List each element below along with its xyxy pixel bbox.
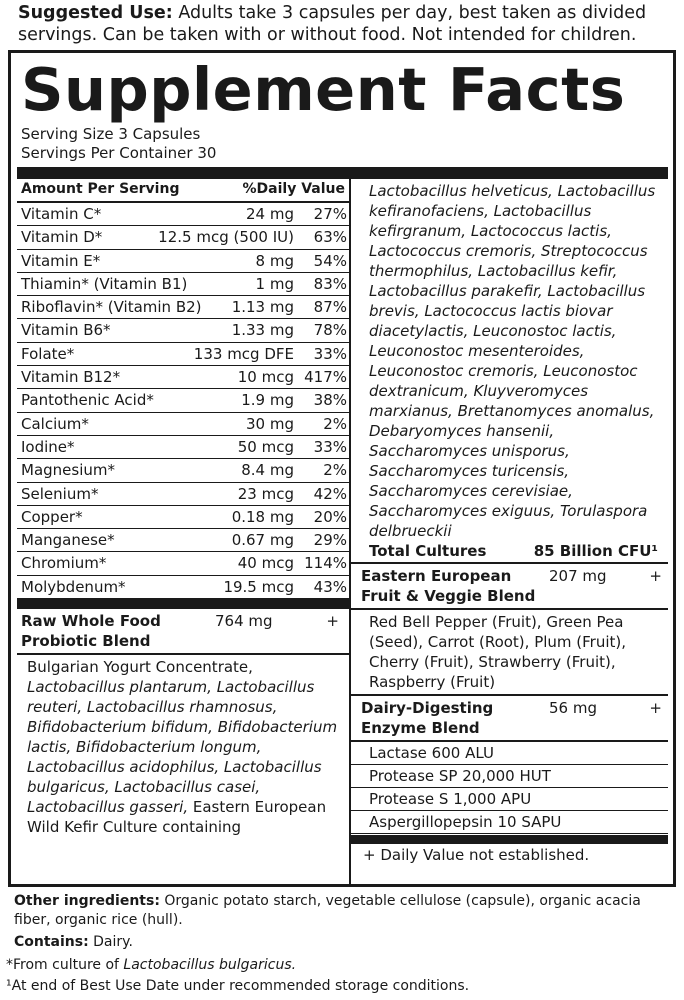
nutrient-amount: 10 mcg (237, 368, 294, 387)
probiotic-blend-name-1: Raw Whole Food (21, 612, 161, 631)
panel-title: Supplement Facts (21, 55, 626, 124)
nutrient-row (17, 203, 349, 226)
nutrient-name: Molybdenum* (21, 577, 126, 596)
total-cultures-row (351, 541, 668, 562)
enzyme-blend-dv: + (649, 699, 662, 717)
nutrient-daily-value: 33% (313, 344, 347, 363)
nutrient-daily-value: 87% (313, 298, 347, 317)
nutrient-name: Vitamin C* (21, 205, 102, 223)
enzyme-blend-header (351, 696, 668, 740)
nutrient-row (17, 483, 349, 506)
nutrient-daily-value: 27% (313, 205, 347, 223)
other-info (14, 892, 678, 952)
other-ingredients (14, 892, 678, 930)
vitamin-list (17, 203, 349, 599)
nutrient-amount: 1.13 mg (231, 298, 294, 317)
enzyme-item: Aspergillopepsin 10 SAPU (351, 811, 668, 834)
nutrient-amount: 23 mcg (237, 484, 294, 503)
nutrient-name: Chromium* (21, 554, 107, 573)
nutrient-name: Calcium* (21, 414, 89, 433)
probiotic-strains-continued: Lactobacillus helveticus, Lactobacillus kefiranofaciens, Lactobacillus kefirgranum, Lactococcus lactis, Lactococcus cremoris, Streptococcus thermophilus, Lactobacillus kefir, Lactobacillus parakefir, Lactobacillus brevis, Lactococcus lactis biovar diacetylactis, Leuconostoc lactis, Leuconostoc mesenteroides, Leuconostoc cremoris, Leuconostoc dextranicum, Kluyveromyces marxianus, Brettanomyces anomalus, Debaryomyces hansenii, Saccharomyces unisporus, Saccharomyces turicensis, Saccharomyces cerevisiae, Saccharomyces exiguus, Torulaspora delbrueckii (369, 182, 656, 540)
serving-size: Serving Size 3 Capsules (21, 125, 201, 143)
nutrient-daily-value: 54% (313, 251, 347, 270)
probiotic-blend-amount: 764 mg (215, 612, 273, 631)
probiotic-blend-name-2: Probiotic Blend (21, 632, 151, 651)
dv-note: + Daily Value not established. (363, 846, 590, 864)
nutrient-name: Magnesium* (21, 461, 115, 480)
nutrient-daily-value: 20% (313, 507, 347, 526)
amount-per-serving-header: Amount Per Serving (21, 181, 180, 197)
contains-label: Contains: (14, 934, 89, 950)
nutrient-daily-value: 2% (323, 414, 347, 433)
nutrient-row (17, 413, 349, 436)
footnote-bulgaricus: *From culture of Lactobacillus bulgaricus. (6, 957, 297, 973)
veggie-blend-dv: + (649, 567, 662, 585)
contains (14, 933, 678, 952)
thick-divider (17, 599, 349, 609)
nutrient-daily-value: 43% (313, 577, 347, 596)
nutrient-row (17, 529, 349, 552)
nutrient-amount: 1.33 mg (231, 321, 294, 340)
nutrient-amount: 1.9 mg (241, 391, 294, 410)
enzyme-item: Lactase 600 ALU (351, 742, 668, 765)
nutrient-row (17, 389, 349, 412)
left-column (17, 179, 349, 837)
enzyme-item: Protease S 1,000 APU (351, 788, 668, 811)
nutrient-daily-value: 63% (313, 228, 347, 247)
veggie-blend-header (351, 564, 668, 608)
right-column (351, 179, 668, 866)
nutrient-amount: 1 mg (255, 274, 294, 293)
enzyme-blend-name-2: Enzyme Blend (361, 719, 480, 737)
nutrient-daily-value: 42% (313, 484, 347, 503)
nutrient-name: Vitamin E* (21, 251, 101, 270)
total-cultures-value: 85 Billion CFU¹ (533, 542, 658, 560)
nutrient-row (17, 552, 349, 575)
nutrient-name: Riboflavin* (Vitamin B2) (21, 298, 202, 317)
thick-divider (351, 835, 668, 844)
nutrient-name: Folate* (21, 344, 75, 363)
nutrient-name: Selenium* (21, 484, 99, 503)
footnote-best-use-date: ¹At end of Best Use Date under recommended storage conditions. (6, 978, 470, 994)
nutrient-row (17, 273, 349, 296)
veggie-blend-name-1: Eastern European (361, 567, 512, 585)
nutrient-amount: 12.5 mcg (500 IU) (158, 228, 294, 247)
nutrient-amount: 50 mcg (237, 437, 294, 456)
probiotic-blend-ingredients: Bulgarian Yogurt Concentrate, Lactobacillus plantarum, Lactobacillus reuteri, Lactobacillus rhamnosus, Bifidobacterium bifidum, Bifidobacterium lactis, Bifidobacterium longum, Lactobacillus acidophilus, Lactobacillus bulgaricus, Lactobacillus casei, Lactobacillus gasseri, Eastern European Wild Kefir Culture containing (27, 658, 338, 837)
suggested-use-text: Adults take 3 capsules per day, best taken as divided servings. Can be taken with or without food. Not intended for children. (18, 3, 647, 45)
nutrient-daily-value: 38% (313, 391, 347, 410)
other-ingredients-text: Organic potato starch, vegetable cellulose (capsule), organic acacia fiber, organic rice (hull). (14, 893, 641, 928)
enzyme-blend-amount: 56 mg (549, 699, 597, 717)
nutrient-amount: 133 mcg DFE (193, 344, 294, 363)
nutrient-name: Thiamin* (Vitamin B1) (21, 274, 188, 293)
veggie-blend-amount: 207 mg (549, 567, 607, 585)
servings-per-container: Servings Per Container 30 (21, 144, 217, 162)
nutrient-row (17, 459, 349, 482)
enzyme-item: Protease SP 20,000 HUT (351, 765, 668, 788)
daily-value-header: %Daily Value (242, 181, 345, 197)
total-cultures-label: Total Cultures (369, 542, 487, 560)
table-header (17, 179, 349, 203)
nutrient-row (17, 226, 349, 249)
supplement-facts-panel (8, 50, 676, 887)
other-ingredients-label: Other ingredients: (14, 893, 160, 909)
suggested-use (18, 2, 678, 46)
nutrient-daily-value: 29% (313, 531, 347, 550)
nutrient-row (17, 250, 349, 273)
nutrient-daily-value: 2% (323, 461, 347, 480)
nutrient-daily-value: 83% (313, 274, 347, 293)
nutrient-name: Vitamin B6* (21, 321, 111, 340)
nutrient-amount: 0.18 mg (231, 507, 294, 526)
nutrient-amount: 8.4 mg (241, 461, 294, 480)
serving-info (21, 125, 216, 163)
veggie-blend-ingredients: Red Bell Pepper (Fruit), Green Pea (Seed), Carrot (Root), Plum (Fruit), Cherry (Fruit), Strawberry (Fruit), Raspberry (Fruit) (369, 613, 627, 691)
nutrient-amount: 8 mg (255, 251, 294, 270)
nutrient-row (17, 366, 349, 389)
nutrient-amount: 30 mg (246, 414, 294, 433)
nutrient-name: Vitamin B12* (21, 368, 121, 387)
contains-text: Dairy. (88, 934, 133, 950)
nutrient-amount: 40 mcg (237, 554, 294, 573)
enzyme-list (351, 742, 668, 834)
suggested-use-label: Suggested Use: (18, 3, 173, 23)
nutrient-daily-value: 78% (313, 321, 347, 340)
nutrient-amount: 24 mg (246, 205, 294, 223)
enzyme-blend-name-1: Dairy-Digesting (361, 699, 494, 717)
nutrient-row (17, 319, 349, 342)
veggie-blend-name-2: Fruit & Veggie Blend (361, 587, 536, 605)
probiotic-blend-dv: + (326, 612, 339, 631)
nutrient-name: Copper* (21, 507, 83, 526)
probiotic-blend-header (17, 609, 349, 653)
nutrient-row (17, 576, 349, 599)
nutrient-amount: 19.5 mcg (223, 577, 294, 596)
top-divider-bar (17, 167, 668, 179)
nutrient-name: Manganese* (21, 531, 115, 550)
nutrient-daily-value: 33% (313, 437, 347, 456)
nutrient-row (17, 506, 349, 529)
nutrient-name: Pantothenic Acid* (21, 391, 154, 410)
nutrient-amount: 0.67 mg (231, 531, 294, 550)
nutrient-row (17, 436, 349, 459)
nutrient-name: Iodine* (21, 437, 75, 456)
nutrient-row (17, 343, 349, 366)
nutrient-daily-value: 417% (304, 368, 347, 387)
nutrient-row (17, 296, 349, 319)
nutrient-daily-value: 114% (304, 554, 347, 573)
nutrient-name: Vitamin D* (21, 228, 103, 247)
